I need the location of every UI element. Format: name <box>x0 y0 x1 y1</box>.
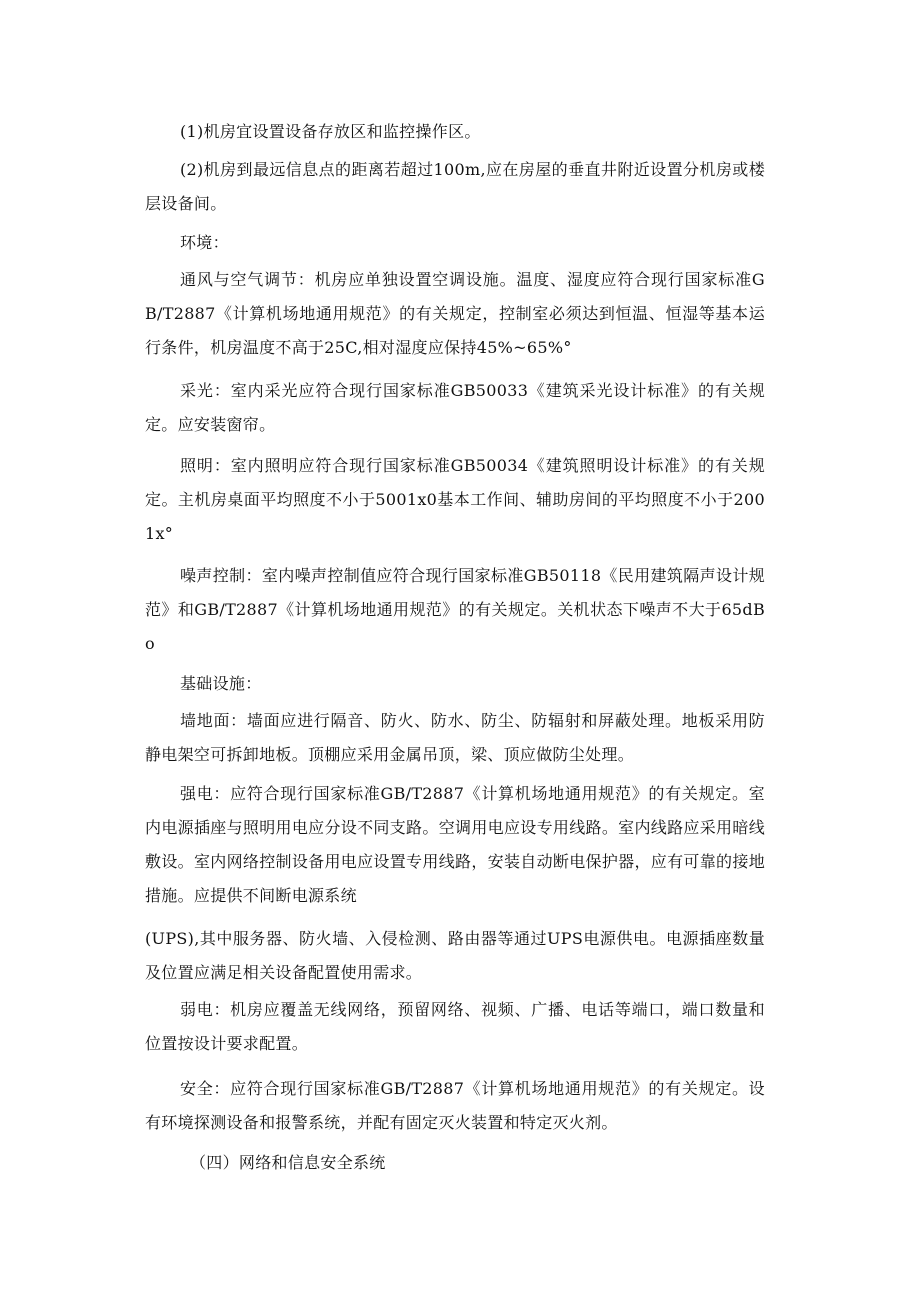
section-heading-network-security: （四）网络和信息安全系统 <box>190 1153 386 1172</box>
paragraph-strong-power: 强电：应符合现行国家标准GB/T2887《计算机场地通用规范》的有关规定。室内电源插座与照明用电应分设不同支路。空调用电应设专用线路。室内线路应采用暗线敷设。室内网络控制设备用电应设置专用线路，安装自动断电保护器，应有可靠的接地措施。应提供不间断电源系统 <box>145 784 765 905</box>
paragraph-lighting: 照明：室内照明应符合现行国家标准GB50034《建筑照明设计标准》的有关规定。主机房桌面平均照度不小于5001x0基本工作间、辅助房间的平均照度不小于2001x° <box>145 456 765 543</box>
paragraph-safety: 安全：应符合现行国家标准GB/T2887《计算机场地通用规范》的有关规定。设有环境探测设备和报警系统，并配有固定灭火装置和特定灭火剂。 <box>145 1079 765 1132</box>
paragraph-room-distance: (2)机房到最远信息点的距离若超过100m,应在房屋的垂直井附近设置分机房或楼层设备间。 <box>145 160 765 213</box>
paragraph-daylighting: 采光：室内采光应符合现行国家标准GB50033《建筑采光设计标准》的有关规定。应安装窗帘。 <box>145 381 765 434</box>
paragraph-room-zones: (1)机房宜设置设备存放区和监控操作区。 <box>180 122 481 141</box>
paragraph-noise-control: 噪声控制：室内噪声控制值应符合现行国家标准GB50118《民用建筑隔声设计规范》和GB/T2887《计算机场地通用规范》的有关规定。关机状态下噪声不大于65dBo <box>145 566 765 653</box>
paragraph-ventilation: 通风与空气调节：机房应单独设置空调设施。温度、湿度应符合现行国家标准GB/T2887《计算机场地通用规范》的有关规定，控制室必须达到恒温、恒湿等基本运行条件，机房温度不高于25C,相对湿度应保持45%~65%° <box>145 270 765 357</box>
paragraph-weak-power: 弱电：机房应覆盖无线网络，预留网络、视频、广播、电话等端口，端口数量和位置按设计要求配置。 <box>145 1000 765 1053</box>
heading-environment: 环境： <box>180 233 229 252</box>
paragraph-ups: (UPS),其中服务器、防火墙、入侵检测、路由器等通过UPS电源供电。电源插座数量及位置应满足相关设备配置使用需求。 <box>145 929 765 982</box>
heading-infrastructure: 基础设施： <box>180 674 262 693</box>
paragraph-walls-floors: 墙地面：墙面应进行隔音、防火、防水、防尘、防辐射和屏蔽处理。地板采用防静电架空可拆卸地板。顶棚应采用金属吊顶，梁、顶应做防尘处理。 <box>145 711 765 764</box>
